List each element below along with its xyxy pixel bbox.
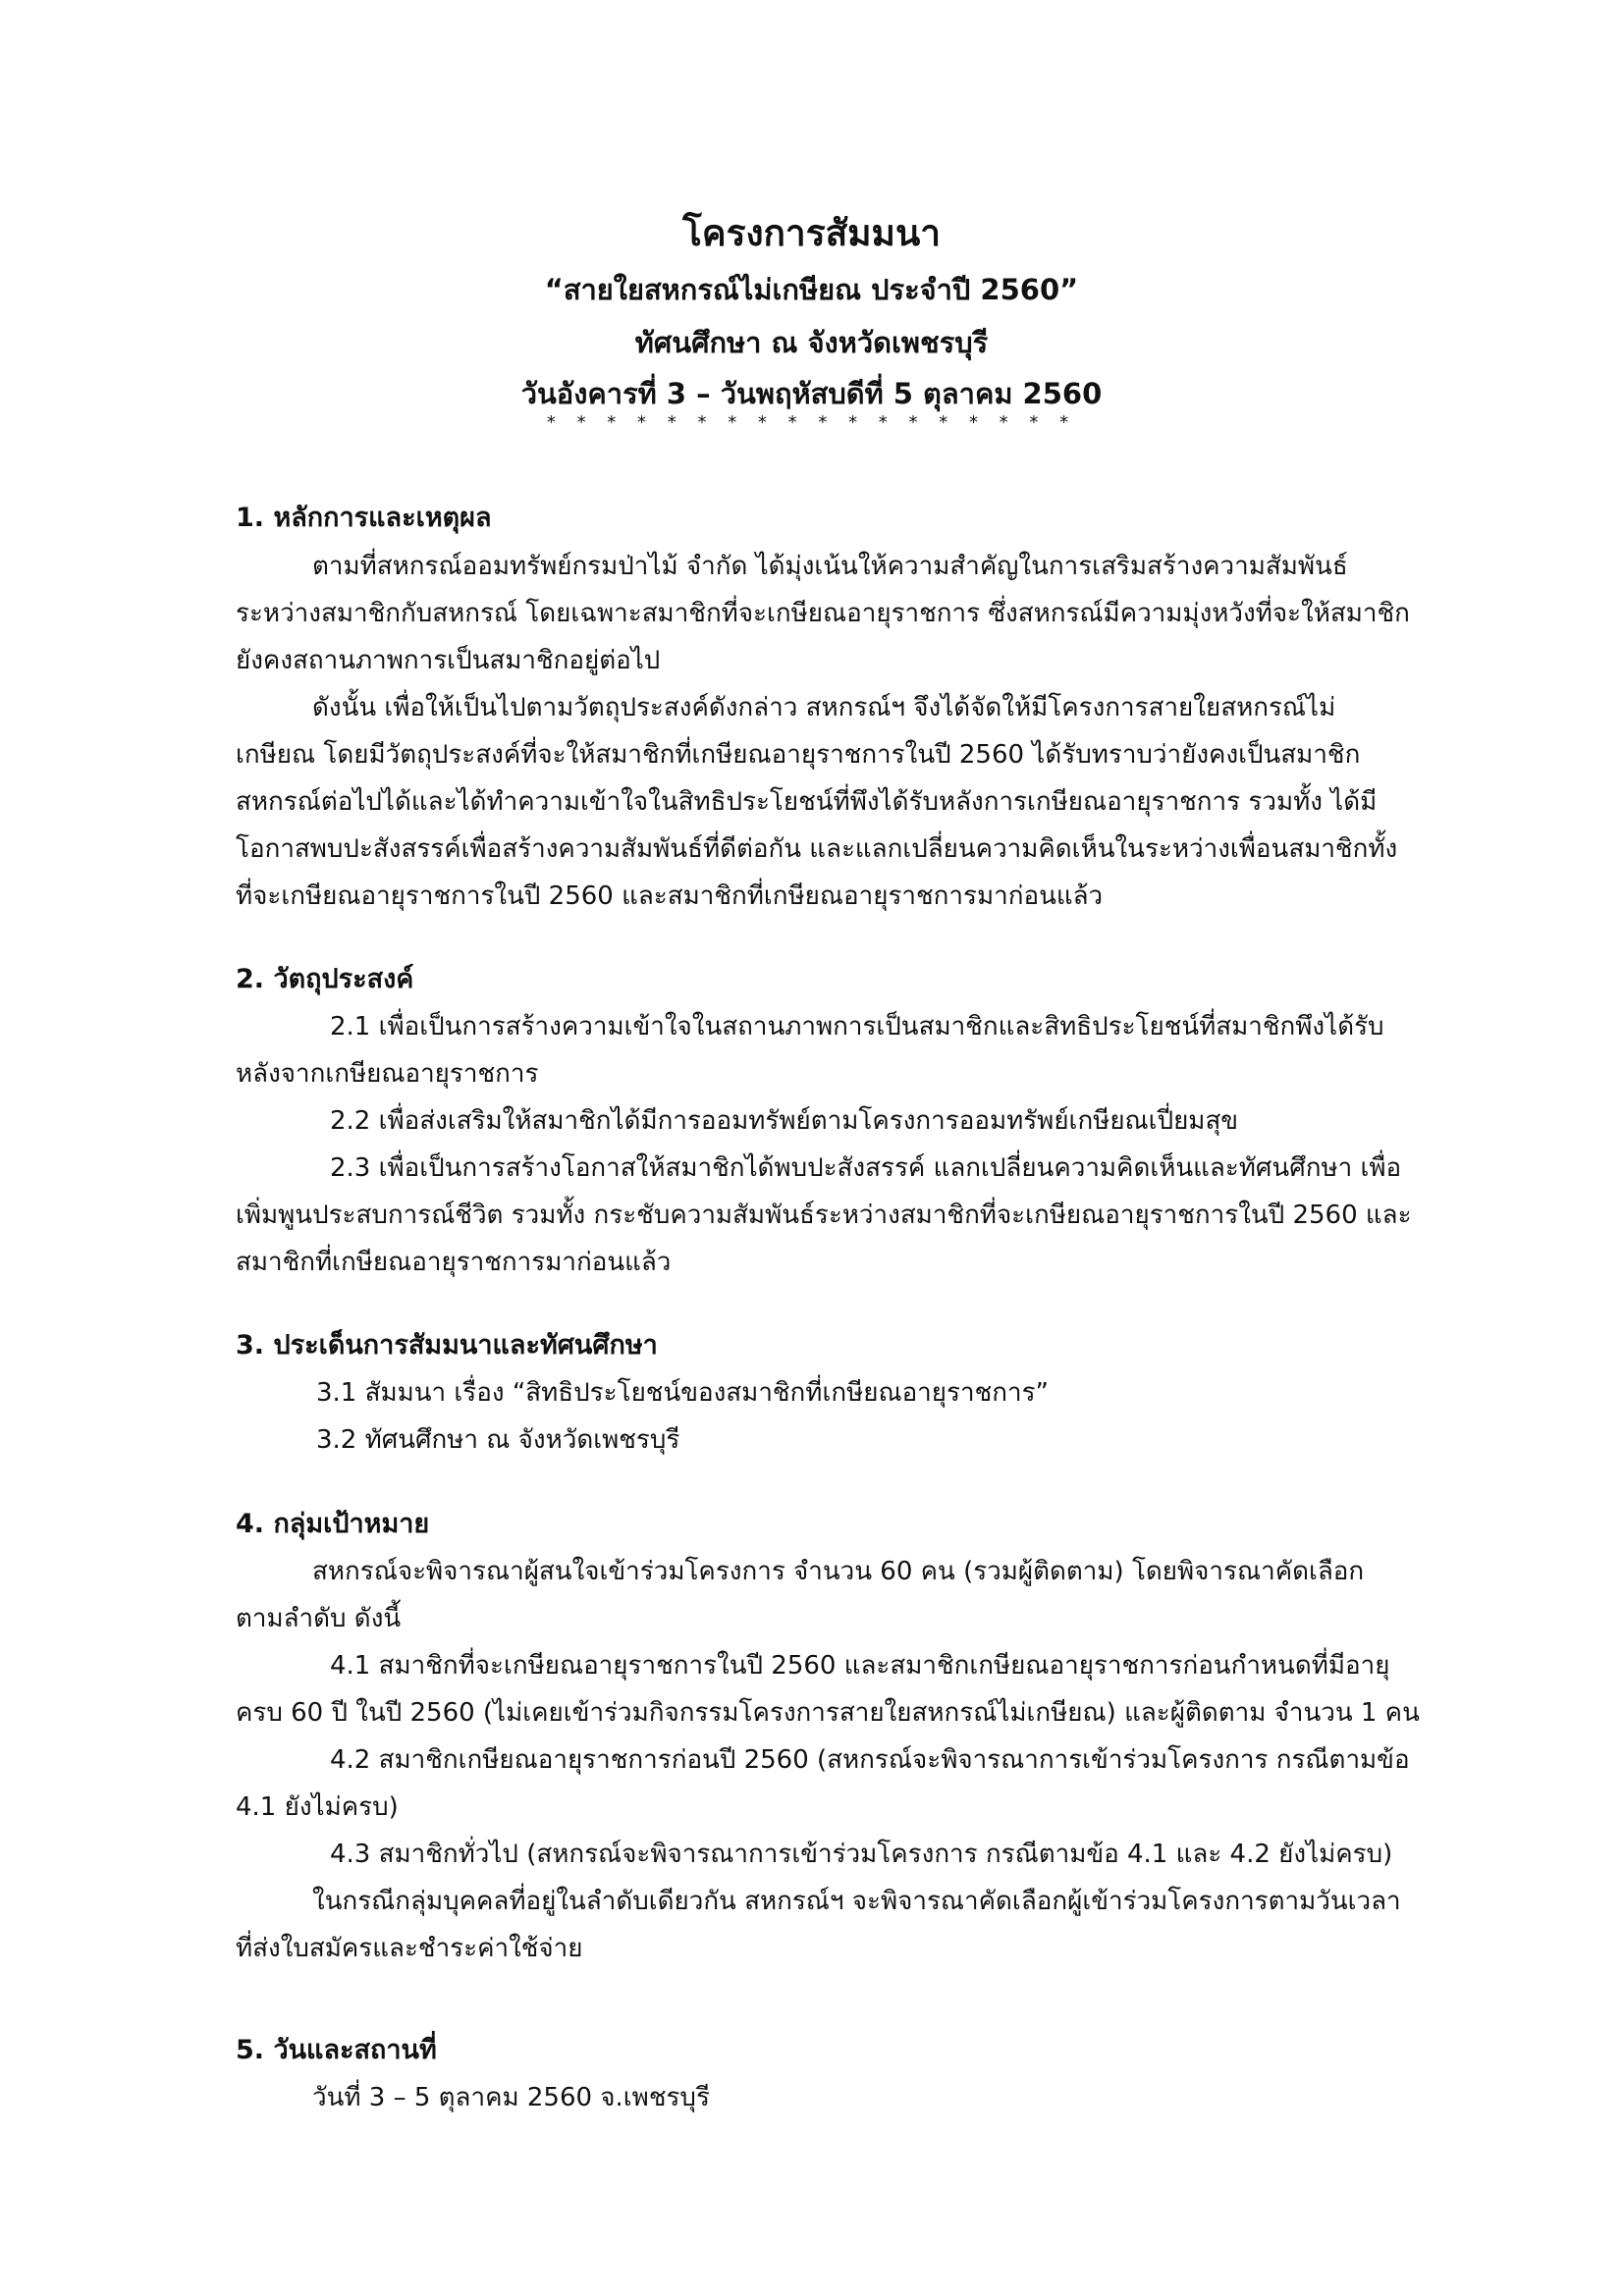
paragraph-line: สหกรณ์ต่อไปได้และได้ทำความเข้าใจในสิทธิประโยชน์ที่พึงได้รับหลังการเกษียณอายุราชการ รวมทั้ง ได้มี [236, 787, 1378, 817]
section-1-heading: 1. หลักการและเหตุผล [236, 503, 492, 533]
paragraph-line: วันที่ 3 – 5 ตุลาคม 2560 จ.เพชรบุรี [312, 2083, 710, 2112]
paragraph-line: เกษียณ โดยมีวัตถุประสงค์ที่จะให้สมาชิกที่เกษียณอายุราชการในปี 2560 ได้รับทราบว่ายังคงเป็นสมาชิก [236, 740, 1361, 770]
paragraph-line: 2.2 เพื่อส่งเสริมให้สมาชิกได้มีการออมทรัพย์ตามโครงการออมทรัพย์เกษียณเปี่ยมสุข [330, 1106, 1239, 1136]
paragraph-line: ดังนั้น เพื่อให้เป็นไปตามวัตถุประสงค์ดังกล่าว สหกรณ์ฯ จึงได้จัดให้มีโครงการสายใยสหกรณ์ไม่ [312, 693, 1336, 722]
section-5-heading: 5. วันและสถานที่ [236, 2035, 437, 2065]
section-3-heading: 3. ประเด็นการสัมมนาและทัศนศึกษา [236, 1330, 658, 1361]
paragraph-line: สหกรณ์จะพิจารณาผู้สนใจเข้าร่วมโครงการ จำนวน 60 คน (รวมผู้ติดตาม) โดยพิจารณาคัดเลือก [312, 1557, 1365, 1586]
paragraph-line: ครบ 60 ปี ในปี 2560 (ไม่เคยเข้าร่วมกิจกรรมโครงการสายใยสหกรณ์ไม่เกษียณ) และผู้ติดตาม จำนวน 1 คน [236, 1698, 1420, 1728]
paragraph-line: 4.1 สมาชิกที่จะเกษียณอายุราชการในปี 2560 และสมาชิกเกษียณอายุราชการก่อนกำหนดที่มีอายุ [330, 1651, 1390, 1681]
document-subtitle: “สายใยสหกรณ์ไม่เกษียณ ประจำปี 2560” [544, 273, 1079, 306]
separator-stars: * * * * * * * * * * * * * * * * * * [546, 412, 1077, 433]
paragraph-line: ที่ส่งใบสมัครและชำระค่าใช้จ่าย [236, 1934, 583, 1963]
paragraph-line: ยังคงสถานภาพการเป็นสมาชิกอยู่ต่อไป [236, 646, 661, 675]
paragraph-line: โอกาสพบปะสังสรรค์เพื่อสร้างความสัมพันธ์ที่ดีต่อกัน และแลกเปลี่ยนความคิดเห็นในระหว่างเพื่อนสมาชิกทั้ง [236, 834, 1398, 864]
paragraph-line: เพิ่มพูนประสบการณ์ชีวิต รวมทั้ง กระชับความสัมพันธ์ระหว่างสมาชิกที่จะเกษียณอายุราชการในปี 2560 และ [236, 1201, 1412, 1230]
section-4-heading: 4. กลุ่มเป้าหมาย [236, 1509, 430, 1539]
paragraph-line: ในกรณีกลุ่มบุคคลที่อยู่ในลำดับเดียวกัน สหกรณ์ฯ จะพิจารณาคัดเลือกผู้เข้าร่วมโครงการตามวันเวลา [312, 1887, 1401, 1916]
paragraph-line: 3.2 ทัศนศึกษา ณ จังหวัดเพชรบุรี [316, 1425, 680, 1455]
paragraph-line: 4.3 สมาชิกทั่วไป (สหกรณ์จะพิจารณาการเข้าร่วมโครงการ กรณีตามข้อ 4.1 และ 4.2 ยังไม่ครบ) [330, 1840, 1393, 1869]
paragraph-line: 3.1 สัมมนา เรื่อง “สิทธิประโยชน์ของสมาชิกที่เกษียณอายุราชการ” [316, 1378, 1050, 1408]
document-title: โครงการสัมมนา [681, 212, 942, 254]
paragraph-line: 2.3 เพื่อเป็นการสร้างโอกาสให้สมาชิกได้พบปะสังสรรค์ แลกเปลี่ยนความคิดเห็นและทัศนศึกษา เพื่อ [330, 1153, 1402, 1183]
paragraph-line: ตามที่สหกรณ์ออมทรัพย์กรมป่าไม้ จำกัด ได้มุ่งเน้นให้ความสำคัญในการเสริมสร้างความสัมพันธ์ [312, 552, 1348, 581]
paragraph-line: หลังจากเกษียณอายุราชการ [236, 1059, 539, 1089]
document-location: ทัศนศึกษา ณ จังหวัดเพชรบุรี [634, 326, 989, 359]
paragraph-line: ที่จะเกษียณอายุราชการในปี 2560 และสมาชิกที่เกษียณอายุราชการมาก่อนแล้ว [236, 881, 1104, 911]
document-dates: วันอังคารที่ 3 – วันพฤหัสบดีที่ 5 ตุลาคม 2560 [520, 377, 1103, 410]
paragraph-line: 2.1 เพื่อเป็นการสร้างความเข้าใจในสถานภาพการเป็นสมาชิกและสิทธิประโยชน์ที่สมาชิกพึงได้รับ [330, 1012, 1384, 1041]
paragraph-line: ระหว่างสมาชิกกับสหกรณ์ โดยเฉพาะสมาชิกที่จะเกษียณอายุราชการ ซึ่งสหกรณ์มีความมุ่งหวังที่จะให้สมาชิก [236, 599, 1410, 628]
section-2-heading: 2. วัตถุประสงค์ [236, 964, 414, 994]
paragraph-line: สมาชิกที่เกษียณอายุราชการมาก่อนแล้ว [236, 1248, 672, 1277]
paragraph-line: 4.2 สมาชิกเกษียณอายุราชการก่อนปี 2560 (สหกรณ์จะพิจารณาการเข้าร่วมโครงการ กรณีตามข้อ [330, 1745, 1410, 1775]
paragraph-line: ตามลำดับ ดังนี้ [236, 1604, 402, 1633]
paragraph-line: 4.1 ยังไม่ครบ) [236, 1792, 399, 1822]
